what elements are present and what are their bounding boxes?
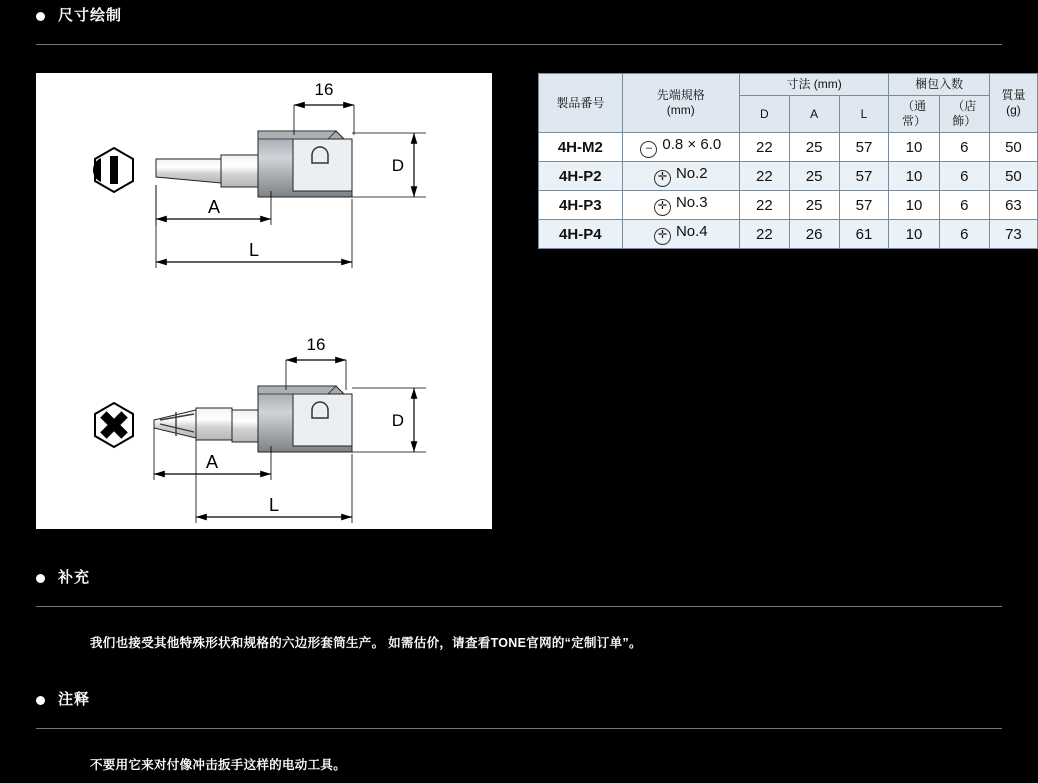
cell-a: 26 <box>789 220 839 249</box>
th-tip <box>622 74 739 133</box>
cell-pack-shop: 6 <box>939 220 989 249</box>
section-drawing-title: 尺寸绘制 <box>58 7 123 24</box>
dim-d-bottom: D <box>391 411 404 430</box>
section-notes <box>0 684 1038 718</box>
cell-weight: 63 <box>989 191 1037 220</box>
table-body <box>539 133 1038 249</box>
th-pack-normal: （通常） <box>889 96 939 133</box>
notes-text: 不要用它来对付像冲击扳手这样的电动工具。 <box>90 758 347 772</box>
cell-model: 4H-P2 <box>539 162 623 191</box>
drawing-top-figure <box>93 80 426 268</box>
cell-pack-normal: 10 <box>889 162 939 191</box>
th-dim-l: L <box>839 96 889 133</box>
bullet-icon <box>36 696 45 705</box>
dim-a-bottom: A <box>205 452 219 472</box>
minus-slot-icon: – <box>640 141 657 158</box>
th-dimensions: 寸法 (mm) <box>739 74 888 96</box>
cell-a: 25 <box>789 162 839 191</box>
table-header <box>539 74 1038 133</box>
th-weight-unit: (g) <box>1006 103 1021 117</box>
section-notes-header <box>0 684 1038 718</box>
bullet-icon <box>36 574 45 583</box>
table-row <box>539 133 1038 162</box>
th-pack: 梱包入数 <box>889 74 990 96</box>
th-dim-a: A <box>789 96 839 133</box>
dimension-drawing-svg <box>36 73 492 529</box>
dim-16-bottom: 16 <box>306 335 326 354</box>
th-weight <box>989 74 1037 133</box>
cell-l: 61 <box>839 220 889 249</box>
cell-pack-shop: 6 <box>939 133 989 162</box>
specification-table-wrap <box>538 73 1038 249</box>
cell-tip-text: No.2 <box>675 165 708 182</box>
cell-weight: 73 <box>989 220 1037 249</box>
cell-pack-normal: 10 <box>889 191 939 220</box>
table-row <box>539 162 1038 191</box>
cell-l: 57 <box>839 133 889 162</box>
th-dim-d: D <box>739 96 789 133</box>
cell-pack-shop: 6 <box>939 162 989 191</box>
divider <box>36 44 1002 45</box>
cell-weight: 50 <box>989 133 1037 162</box>
bullet-icon <box>36 12 45 21</box>
specification-table <box>538 73 1038 249</box>
cross-phillips-icon: ✛ <box>654 170 671 187</box>
cell-tip <box>622 162 739 191</box>
cell-d: 22 <box>739 162 789 191</box>
section-supplement-header <box>0 562 1038 596</box>
cell-d: 22 <box>739 191 789 220</box>
section-supplement <box>0 562 1038 596</box>
cell-d: 22 <box>739 133 789 162</box>
section-supplement-title: 补充 <box>58 569 91 586</box>
th-model: 製品番号 <box>539 74 623 133</box>
th-tip-label: 先端規格 <box>656 88 705 102</box>
cell-a: 25 <box>789 133 839 162</box>
cell-model: 4H-P3 <box>539 191 623 220</box>
cell-tip-text: No.3 <box>675 194 708 211</box>
dim-l-bottom: L <box>268 495 280 515</box>
cell-tip-text: 0.8 × 6.0 <box>662 136 722 153</box>
cell-l: 57 <box>839 162 889 191</box>
dim-d-top: D <box>391 156 404 175</box>
section-drawing <box>0 0 1038 34</box>
dim-a-top: A <box>207 197 221 217</box>
divider <box>36 606 1002 607</box>
cell-tip <box>622 220 739 249</box>
table-row <box>539 191 1038 220</box>
cell-tip <box>622 191 739 220</box>
cell-model: 4H-M2 <box>539 133 623 162</box>
cell-pack-normal: 10 <box>889 220 939 249</box>
cell-model: 4H-P4 <box>539 220 623 249</box>
section-drawing-header <box>0 0 1038 34</box>
th-weight-label: 質量 <box>1001 88 1026 102</box>
cross-phillips-icon: ✛ <box>654 199 671 216</box>
dim-16-top: 16 <box>314 80 334 99</box>
divider <box>36 728 1002 729</box>
th-pack-shop: （店飾） <box>939 96 989 133</box>
cell-weight: 50 <box>989 162 1037 191</box>
cell-d: 22 <box>739 220 789 249</box>
cell-pack-shop: 6 <box>939 191 989 220</box>
dimension-drawing-panel <box>36 73 492 529</box>
cell-a: 25 <box>789 191 839 220</box>
supplement-text: 我们也接受其他特殊形状和规格的六边形套筒生产。 如需估价，请查看TONE官网的“定制订单”。 <box>90 636 642 650</box>
cross-phillips-icon: ✛ <box>654 228 671 245</box>
cell-tip-text: No.4 <box>675 223 708 240</box>
drawing-bottom-figure <box>93 335 426 523</box>
dim-l-top: L <box>248 240 260 260</box>
cell-pack-normal: 10 <box>889 133 939 162</box>
section-notes-title: 注释 <box>58 691 91 708</box>
cell-tip <box>622 133 739 162</box>
table-row <box>539 220 1038 249</box>
cell-l: 57 <box>839 191 889 220</box>
th-tip-unit: (mm) <box>666 103 695 117</box>
